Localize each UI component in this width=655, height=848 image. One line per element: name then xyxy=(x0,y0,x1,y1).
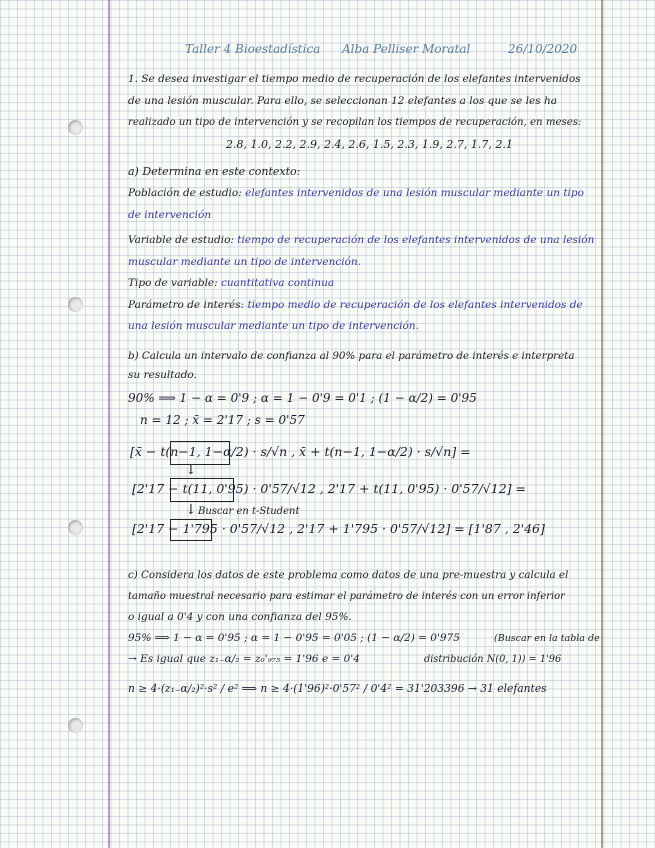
part-a-heading: a) Determina en este contexto: xyxy=(128,165,301,178)
arrow-down-icon: ↓ xyxy=(185,462,197,478)
population-text: elefantes intervenidos de una lesión muscular mediante un tipo xyxy=(245,187,584,199)
part-b-eq-5: [2'17 − 1'795 · 0'57/√12 , 2'17 + 1'795 · 0'57/√12] = [1'87 , 2'46] xyxy=(132,521,545,536)
part-c-heading-2: tamaño muestral necesario para estimar el parámetro de interés con un error inferior xyxy=(128,591,565,602)
parameter-label: Parámetro de interés: xyxy=(128,299,245,311)
part-c-eq-3: n ≥ 4·(z₁₋α/₂)²·s² / e² ⟹ n ≥ 4·(1'96)²·0'57² / 0'4² = 31'203396 → 31 elefantes xyxy=(128,682,547,695)
t-value-box xyxy=(170,519,212,541)
variable-text-2: muscular mediante un tipo de intervención. xyxy=(128,256,362,268)
part-c-eq-2-note: distribución N(0, 1)) = 1'96 xyxy=(424,654,562,665)
part-b-eq-2: n = 12 ; x̄ = 2'17 ; s = 0'57 xyxy=(140,413,305,427)
punch-hole xyxy=(68,520,83,535)
type-text: cuantitativa continua xyxy=(221,277,335,289)
part-b-heading-1: b) Calcula un intervalo de confianza al 90% para el parámetro de interés e interpreta xyxy=(128,350,575,362)
variable-label: Variable de estudio: xyxy=(128,234,234,246)
population-text-2: de intervención xyxy=(128,209,212,221)
part-b-heading-2: su resultado. xyxy=(128,369,197,381)
part-b-eq-4: [2'17 − t(11, 0'95) · 0'57/√12 , 2'17 + t(11, 0'95) · 0'57/√12] = xyxy=(132,481,526,496)
part-b-eq-1: 90% ⟹ 1 − α = 0'9 ; α = 1 − 0'9 = 0'1 ; (1 − α/2) = 0'95 xyxy=(128,391,477,405)
date: 26/10/2020 xyxy=(508,42,578,56)
problem-line-1: 1. Se desea investigar el tiempo medio de recuperación de los elefantes intervenidos xyxy=(128,73,581,85)
punch-hole xyxy=(68,718,83,733)
variable-text: tiempo de recuperación de los elefantes intervenidos de una lesión xyxy=(237,234,595,246)
punch-hole xyxy=(68,297,83,312)
part-b-eq-3: [x̄ − t(n−1, 1−α/2) · s/√n , x̄ + t(n−1, 1−α/2) · s/√n] = xyxy=(130,444,471,459)
problem-line-2: de una lesión muscular. Para ello, se seleccionan 12 elefantes a los que se les ha xyxy=(128,95,557,107)
page-edge xyxy=(601,0,603,848)
t-box xyxy=(170,441,230,465)
type-label: Tipo de variable: xyxy=(128,277,218,289)
part-c-heading-1: c) Considera los datos de este problema como datos de una pre-muestra y calcula el xyxy=(128,569,569,581)
t-box xyxy=(170,478,234,502)
t-student-note: Buscar en t-Student xyxy=(198,506,300,517)
population-row xyxy=(128,188,584,199)
part-c-eq-1-note: (Buscar en la tabla de xyxy=(494,633,600,644)
problem-line-3: realizado un tipo de intervención y se recopilan los tiempos de recuperación, en meses: xyxy=(128,117,582,128)
part-c-eq-2: → Es igual que z₁₋α/₂ = z₀'₉₇₅ = 1'96 e = 0'4 xyxy=(128,653,360,665)
parameter-text: tiempo medio de recuperación de los elefantes intervenidos de xyxy=(247,299,583,311)
part-c-heading-3: o igual a 0'4 y con una confianza del 95%. xyxy=(128,611,352,623)
data-values: 2.8, 1.0, 2.2, 2.9, 2.4, 2.6, 1.5, 2.3, 1.9, 2.7, 1.7, 2.1 xyxy=(226,138,513,151)
author-name: Alba Pelliser Moratal xyxy=(342,42,471,56)
part-c-eq-1: 95% ⟹ 1 − α = 0'95 ; α = 1 − 0'95 = 0'05 ; (1 − α/2) = 0'975 xyxy=(128,632,460,644)
population-label: Población de estudio: xyxy=(128,187,242,199)
parameter-row xyxy=(128,300,583,311)
type-row xyxy=(128,278,334,289)
variable-row xyxy=(128,235,594,246)
parameter-text-2: una lesión muscular mediante un tipo de intervención. xyxy=(128,320,419,332)
page-title: Taller 4 Bioestadística xyxy=(185,42,321,56)
margin-line xyxy=(108,0,110,848)
punch-hole xyxy=(68,120,83,135)
arrow-down-icon: ↓ xyxy=(185,502,197,518)
